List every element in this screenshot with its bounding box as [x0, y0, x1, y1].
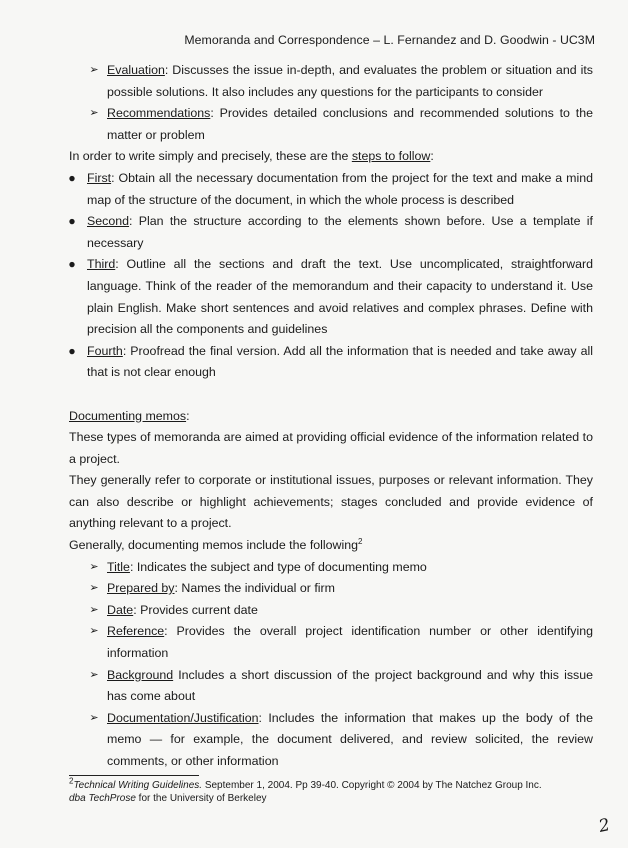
steps-list — [69, 168, 593, 384]
step-second: ● Second: Plan the structure according to the elements shown before. Use a template if necessary — [69, 211, 593, 254]
running-header: Memoranda and Correspondence – L. Fernandez and D. Goodwin - UC3M — [184, 33, 595, 47]
top-arrow-list — [69, 60, 593, 146]
arrow-bullet-icon: ➢ — [89, 107, 99, 120]
arrow-bullet-icon: ➢ — [89, 560, 99, 573]
arrow-bullet-icon: ➢ — [89, 582, 99, 595]
memo-item-reference: ➢ Reference: Provides the overall project identification number or other identifying information — [69, 621, 593, 664]
memo-items-list — [69, 557, 593, 773]
item-text: : Discusses the issue in-depth, and evaluates the problem or situation and its possible solutions. It also includes any questions for the participants to consider — [107, 63, 593, 99]
footnote-line-1: $^2$Technical Writing Guidelines. September 1, 2004. Pp 39-40. Copyright © 2004 by The Natchez Group Inc. — [69, 776, 542, 791]
step-fourth: ● Fourth: Proofread the final version. Add all the information that is needed and take away all that is not clear enough — [69, 341, 593, 384]
arrow-bullet-icon: ➢ — [89, 668, 99, 681]
memo-item-title: ➢ Title: Indicates the subject and type of documenting memo — [69, 557, 593, 579]
memo-item-date: ➢ Date: Provides current date — [69, 600, 593, 622]
item-term: Evaluation — [107, 63, 165, 77]
list-item-recommendations — [69, 103, 593, 146]
step-first: ● First: Obtain all the necessary documentation from the project for the text and make a mind map of the structure of the document, in which the whole process is described — [69, 168, 593, 211]
memo-item-documentation: ➢ Documentation/Justification: Includes the information that makes up the body of the memo — for example, the document delivered, and review solicited, the review comments, or other information — [69, 708, 593, 773]
spacer — [69, 384, 593, 406]
round-bullet-icon: ● — [68, 170, 76, 185]
paragraph-1: These types of memoranda are aimed at providing official evidence of the information related to a project. — [69, 430, 593, 466]
memo-item-prepared-by: ➢ Prepared by: Names the individual or firm — [69, 578, 593, 600]
item-text: : Provides detailed conclusions and recommended solutions to the matter or problem — [107, 106, 593, 142]
footnote-divider — [69, 775, 199, 776]
list-item-evaluation — [69, 60, 593, 103]
footnote-line-2: dba TechProse for the University of Berkeley — [69, 792, 267, 804]
round-bullet-icon: ● — [68, 343, 76, 358]
item-term: Recommendations — [107, 106, 211, 121]
arrow-bullet-icon: ➢ — [89, 711, 99, 724]
arrow-bullet-icon: ➢ — [89, 625, 99, 638]
footnote — [69, 776, 589, 805]
memo-item-background: ➢ Background Includes a short discussion of the project background and why this issue has come about — [69, 665, 593, 708]
footnote-ref: 2 — [358, 536, 363, 546]
round-bullet-icon: ● — [68, 257, 76, 272]
arrow-bullet-icon: ➢ — [89, 64, 99, 76]
steps-intro-link: steps to follow — [351, 149, 431, 164]
section-title: Documenting memos: — [69, 408, 190, 423]
step-third: ● Third: Outline all the sections and draft the text. Use uncomplicated, straightforward language. Think of the reader of the memorandum and their capacity to understand it. Use plain English. Make short sentences and avoid relatives and complex phrases. Define with precision all the components and guidelines — [69, 254, 593, 340]
page-content — [69, 60, 593, 773]
arrow-bullet-icon: ➢ — [89, 603, 99, 616]
paragraph-3: Generally, documenting memos include the following$^2$ — [69, 536, 363, 553]
paragraph-2: They generally refer to corporate or institutional issues, purposes or relevant information. They can also describe or highlight achievements; stages concluded and provide evidence of anything relevant to a project. — [69, 473, 593, 531]
steps-intro: In order to write simply and precisely, these are the steps to follow: — [69, 149, 434, 164]
round-bullet-icon: ● — [68, 214, 76, 229]
page-number: 2 — [597, 815, 612, 837]
